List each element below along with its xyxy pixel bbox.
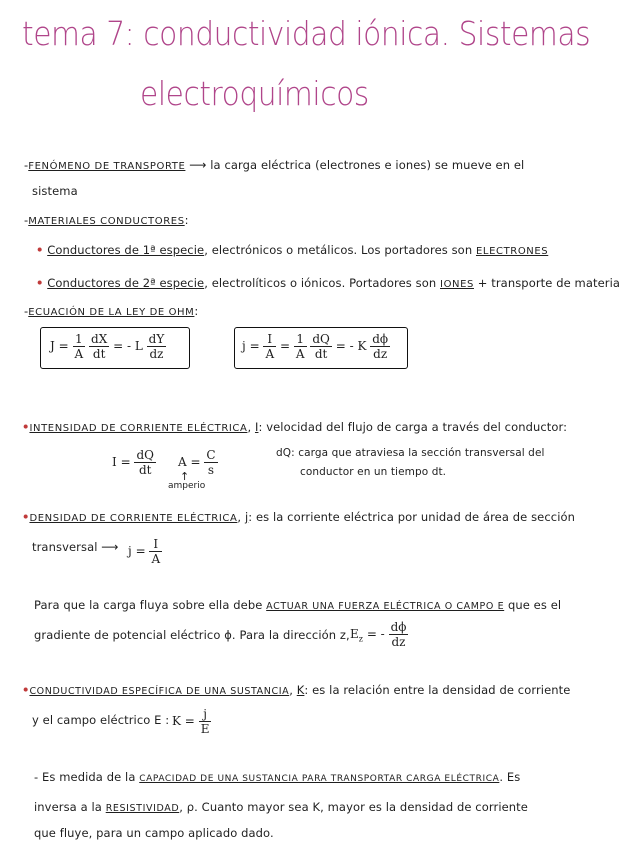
formula-conductividad <box>172 707 211 736</box>
term-intensidad: INTENSIDAD DE CORRIENTE ELÉCTRICA <box>29 423 248 434</box>
term-iones: IONES <box>440 279 474 290</box>
dq-definition-2: conductor en un tiempo dt. <box>300 466 447 478</box>
bullet-icon: • <box>36 243 44 257</box>
para1-text-c: gradiente de potencial eléctrico ϕ. Para la dirección z, <box>34 628 350 642</box>
formula-j: j <box>242 339 246 353</box>
para2-text-d: . Cuanto mayor sea K, mayor es la densidad de corriente <box>194 800 528 814</box>
unit-frac-C-s: $\frac{C}{s}$ <box>206 448 216 477</box>
term-conductividad: CONDUCTIVIDAD ESPECÍFICA DE UNA SUSTANCIA <box>29 686 290 697</box>
formula-eq: = <box>184 714 195 728</box>
term-materiales: MATERIALES CONDUCTORES <box>28 216 185 227</box>
formula-frac-I-A: $\frac{I}{A}$ <box>151 537 161 566</box>
conductividad-definition-cont: y el campo eléctrico E : <box>32 713 170 727</box>
formula-eq: = <box>135 544 146 558</box>
term-fenomeno: FENÓMENO DE TRANSPORTE <box>28 161 186 172</box>
formula-K: K <box>172 714 181 728</box>
formula-eq: = - <box>366 627 385 641</box>
formula-frac-j-E: $\frac{j}{E}$ <box>200 707 210 736</box>
formula-minus-K: = - K <box>335 339 367 353</box>
segunda-especie-text: , electrolíticos o iónicos. Portadores son <box>204 276 437 290</box>
term-ley-ohm: ECUACIÓN DE LA LEY DE OHM <box>28 307 195 318</box>
colon: : <box>184 213 189 227</box>
term-primera-especie: Conductores de 1ª especie <box>47 243 205 257</box>
term-electrones: ELECTRONES <box>475 246 549 257</box>
para1-text-b: que es el <box>507 598 562 612</box>
fenomeno-definition-cont: sistema <box>32 184 78 198</box>
page-title-line-2: electroquímicos <box>140 74 369 113</box>
bullet-icon: • <box>22 683 30 697</box>
formula-eq: = <box>120 455 131 469</box>
arrow-icon: ⟶ <box>101 540 119 554</box>
bullet-primera-especie <box>36 243 548 257</box>
unit-eq: = <box>190 455 201 469</box>
para2-text-c: inversa a la <box>34 800 102 814</box>
para2-text-b: . Es <box>499 770 521 784</box>
formula-eq: = <box>249 339 260 353</box>
term-capacidad: CAPACIDAD DE UNA SUSTANCIA PARA TRANSPORTAR CARGA ELÉCTRICA <box>139 774 500 784</box>
formula-current <box>242 332 390 361</box>
formula-I: I <box>112 455 117 469</box>
term-fuerza-electrica: ACTUAR UNA FUERZA ELÉCTRICA O CAMPO E <box>266 601 505 612</box>
symbol-j: j <box>244 510 249 524</box>
bullet-icon: • <box>22 510 30 524</box>
formula-frac-dphi-dz: $\frac{d\phi}{dz}$ <box>390 620 407 649</box>
symbol-K: K <box>296 683 305 697</box>
arrow-icon: ⟶ <box>189 158 207 172</box>
dq-definition-1: dQ: carga que atraviesa la sección transversal del <box>276 447 545 459</box>
arrow-up-icon: ↑ <box>180 470 190 483</box>
paragraph-capacidad-line-1 <box>34 770 520 784</box>
formula-frac-I-A: $\frac{I}{A}$ <box>265 332 275 361</box>
section-materiales: -MATERIALES CONDUCTORES: <box>24 213 189 227</box>
densidad-definition: : es la corriente eléctrica por unidad de área de sección <box>248 510 576 524</box>
page-title-line-1: tema 7: conductividad iónica. Sistemas <box>22 14 591 53</box>
paragraph-capacidad-line-2 <box>34 800 528 814</box>
formula-j: j <box>128 544 132 558</box>
formula-frac-1-A2: $\frac{1}{A}$ <box>295 332 305 361</box>
formula-frac-dQ-dt: $\frac{dQ}{dt}$ <box>136 448 154 477</box>
formula-minus-L: = - L <box>113 339 143 353</box>
symbol-rho: , ρ <box>179 800 195 814</box>
term-densidad: DENSIDAD DE CORRIENTE ELÉCTRICA <box>29 513 238 524</box>
fenomeno-definition: la carga eléctrica (electrones e iones) se mueve en el <box>210 158 525 172</box>
paragraph-campo-line-1 <box>34 598 561 612</box>
paragraph-capacidad-line-3: que fluye, para un campo aplicado dado. <box>34 826 274 840</box>
paragraph-campo-line-2 <box>34 628 350 642</box>
label-amperio: amperio <box>168 481 206 491</box>
transversal-text: transversal <box>32 540 98 554</box>
colon: : <box>194 304 199 318</box>
symbol-I: I <box>254 420 259 434</box>
para2-text-a: - Es medida de la <box>34 770 136 784</box>
densidad-definition-cont <box>32 540 119 554</box>
formula-eq2: = <box>279 339 291 353</box>
para1-text-a: Para que la carga fluya sobre ella debe <box>34 598 263 612</box>
bullet-icon: • <box>36 276 44 290</box>
bullet-segunda-especie <box>36 276 620 290</box>
formula-E: E <box>350 627 359 641</box>
formula-flux <box>50 332 166 361</box>
formula-frac-1-A: $\frac{1}{A}$ <box>74 332 84 361</box>
segunda-especie-rest: + transporte de materia <box>477 276 620 290</box>
section-fenomeno-transporte: -FENÓMENO DE TRANSPORTE ⟶ la carga eléctrica (electrones e iones) se mueve en el <box>24 158 525 172</box>
formula-sub-z: z <box>358 634 363 644</box>
formula-frac-dQ-dt: $\frac{dQ}{dt}$ <box>312 332 330 361</box>
term-segunda-especie: Conductores de 2ª especie <box>47 276 205 290</box>
bullet-icon: • <box>22 420 30 434</box>
conductividad-definition: : es la relación entre la densidad de corriente <box>304 683 571 697</box>
formula-frac-dphi-dz: $\frac{d\phi}{dz}$ <box>372 332 389 361</box>
section-densidad: •DENSIDAD DE CORRIENTE ELÉCTRICA, j: es la corriente eléctrica por unidad de área de sección <box>22 510 576 524</box>
section-ley-ohm: -ECUACIÓN DE LA LEY DE OHM: <box>24 304 199 318</box>
formula-densidad <box>128 537 162 566</box>
intensidad-definition: : velocidad del flujo de carga a través del conductor: <box>258 420 568 434</box>
unit-A: A <box>178 455 187 469</box>
primera-especie-text: , electrónicos o metálicos. Los portadores son <box>204 243 473 257</box>
formula-frac-dx-dt: $\frac{dX}{dt}$ <box>91 332 108 361</box>
term-resistividad: RESISTIVIDAD <box>105 803 180 814</box>
formula-eq: = <box>58 339 69 353</box>
section-conductividad: •CONDUCTIVIDAD ESPECÍFICA DE UNA SUSTANCIA, K: es la relación entre la densidad de corriente <box>22 683 571 697</box>
section-intensidad: •INTENSIDAD DE CORRIENTE ELÉCTRICA, I: velocidad del flujo de carga a través del conductor: <box>22 420 568 434</box>
formula-frac-dy-dz: $\frac{dY}{dz}$ <box>148 332 165 361</box>
formula-J: J <box>50 339 55 353</box>
formula-intensidad <box>112 448 156 477</box>
formula-campo-electrico <box>350 620 408 649</box>
